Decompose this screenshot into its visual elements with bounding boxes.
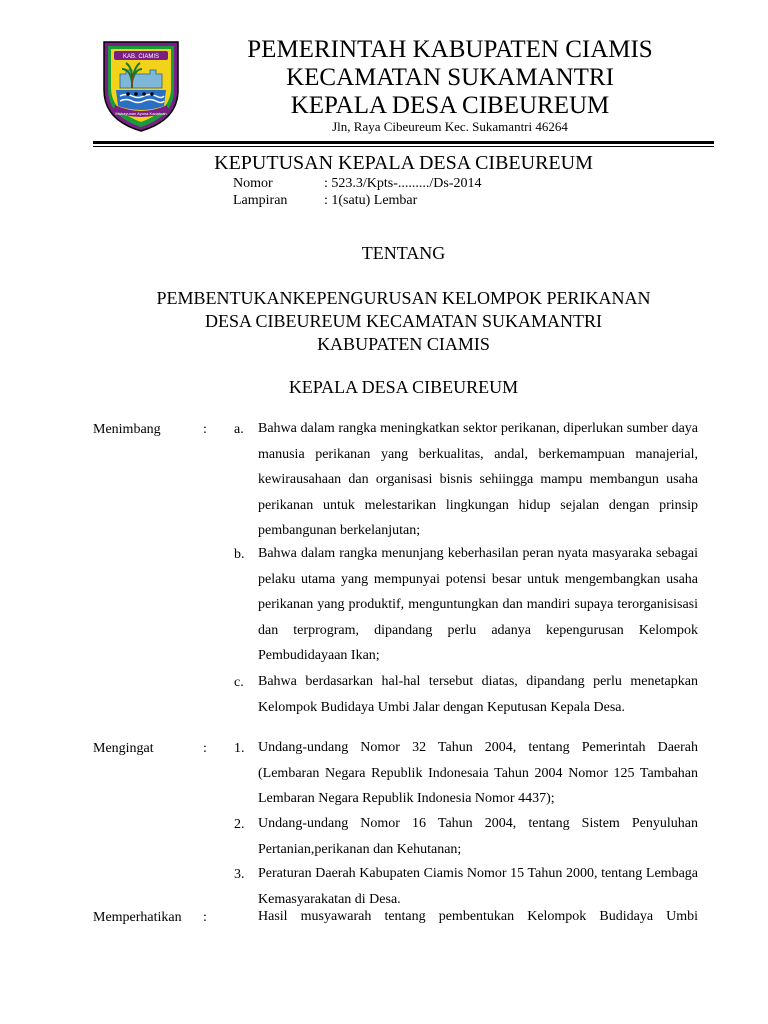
item-marker: 1. [234,741,245,756]
decree-title: KEPUTUSAN KEPALA DESA CIBEUREUM [214,152,593,174]
header-line-1: PEMERINTAH KABUPATEN CIAMIS [247,36,653,63]
memperhatikan-label: Memperhatikan [93,910,182,925]
menimbang-item-a: Bahwa dalam rangka meningkatkan sektor perikanan, diperlukan sumber daya manusia perikanan yang berkualitas, andal, berkemampuan manajerial, kewirausahaan dan organisasi bisnis sehiingga mampu membangun usaha perikanan untuk melestarikan lingkungan hidup sejalan dengan prinsip pembangunan berkelanjutan; [258,421,698,538]
item-marker: c. [234,675,244,690]
mengingat-label: Mengingat [93,741,154,756]
item-marker: b. [234,547,245,562]
item-marker: 2. [234,817,245,832]
header-line-3: KEPALA DESA CIBEUREUM [290,92,610,119]
authority-heading: KEPALA DESA CIBEUREUM [288,377,519,397]
mengingat-item-2: Undang-undang Nomor 16 Tahun 2004, tentang Sistem Penyuluhan Pertanian,perikanan dan Kehutanan; [258,816,698,857]
mengingat-colon: : [203,741,207,756]
tentang-heading: TENTANG [361,243,446,263]
lampiran-value: : 1(satu) Lembar [324,193,418,208]
letterhead-rule-thick [93,141,714,144]
subject-line-2: DESA CIBEUREUM KECAMATAN SUKAMANTRI [204,311,603,331]
item-marker: a. [234,422,244,437]
menimbang-item-b: Bahwa dalam rangka menunjang keberhasilan peran nyata masyaraka sebagai pelaku utama yang mempunyai potensi besar untuk mengembangkan usaha perikanan yang produktif, menguntungkan dan mandiri supaya terorganisisasi dan terprogram, dipandang perlu adanya kepengurusan Kelompok Pembudidayaan Ikan; [258,546,698,663]
logo-top-text: KAB. CIAMIS [122,54,160,60]
header-address: Jln, Raya Cibeureum Kec. Sukamantri 46264 [332,119,568,134]
logo-bottom-text: Mahayunan Ayuna Kadatuan [115,111,167,116]
memperhatikan-text: Hasil musyawarah tentang pembentukan Kelompok Budidaya Umbi [258,909,698,924]
subject-line-3: KABUPATEN CIAMIS [317,334,490,354]
header-line-2: KECAMATAN SUKAMANTRI [286,64,614,91]
kabupaten-ciamis-logo [100,38,182,134]
subject-line-1: PEMBENTUKANKEPENGURUSAN KELOMPOK PERIKANAN [156,288,651,308]
lampiran-label: Lampiran [233,193,288,208]
letterhead-rule-thin [93,146,714,147]
mengingat-item-3: Peraturan Daerah Kabupaten Ciamis Nomor 15 Tahun 2000, tentang Lembaga Kemasyarakatan di Desa. [258,866,698,907]
menimbang-item-c: Bahwa berdasarkan hal-hal tersebut diatas, dipandang perlu menetapkan Kelompok Budidaya Umbi Jalar dengan Keputusan Kepala Desa. [258,674,698,715]
nomor-value: : 523.3/Kpts-........./Ds-2014 [324,176,482,191]
nomor-label: Nomor [233,176,273,191]
menimbang-colon: : [203,422,207,437]
mengingat-item-1: Undang-undang Nomor 32 Tahun 2004, tentang Pemerintah Daerah (Lembaran Negara Republik Indonesaia Tahun 2004 Nomor 125 Tambahan Lembaran Negara Republik Indonesia Nomor 4437); [258,740,698,806]
menimbang-label: Menimbang [93,422,161,437]
memperhatikan-colon: : [203,910,207,925]
item-marker: 3. [234,867,245,882]
